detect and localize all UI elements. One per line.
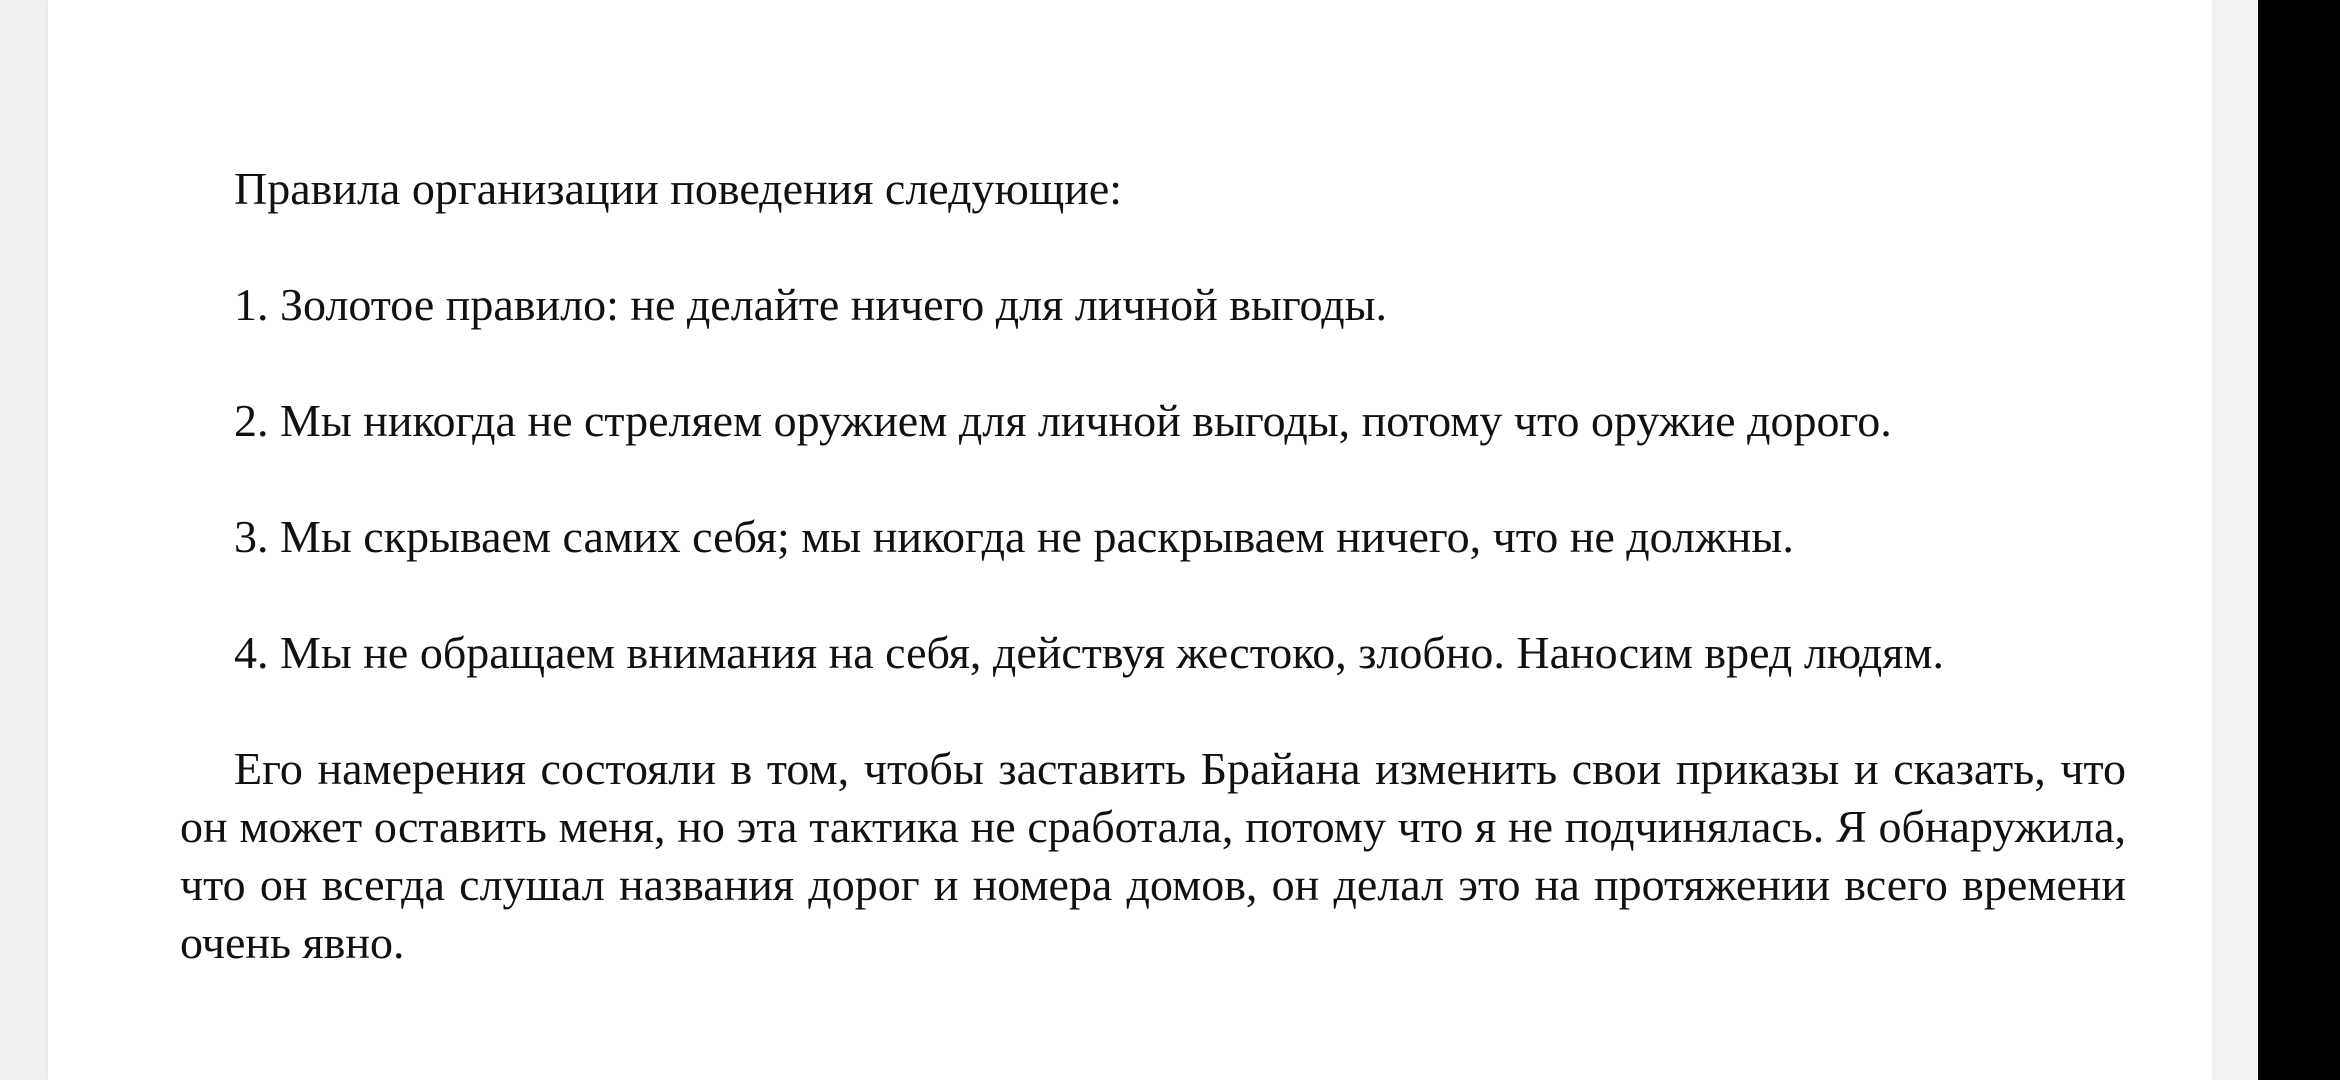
paragraph-rule-2: 2. Мы никогда не стреляем оружием для личной выгоды, потому что оружие дорого. (234, 395, 1892, 446)
document-page (48, 0, 2212, 1080)
paragraph-rules-intro: Правила организации поведения следующие: (234, 163, 1123, 214)
screen-edge-bar (2258, 0, 2340, 1080)
paragraph-rule-3: 3. Мы скрываем самих себя; мы никогда не раскрываем ничего, что не должны. (234, 511, 1794, 562)
paragraph-narrative: Его намерения состояли в том, чтобы заставить Брайана изменить свои приказы и сказать, что он может оставить меня, но эта тактика не сработала, потому что я не подчинялась. Я обнаружила, что он всегда слушал названия дорог и номера домов, он делал это на протяжении всего времени очень явно. (180, 743, 2126, 968)
page-gutter (2212, 0, 2258, 1080)
paragraph-rule-4: 4. Мы не обращаем внимания на себя, действуя жестоко, злобно. Наносим вред людям. (234, 627, 1944, 678)
paragraph-rule-1: 1. Золотое правило: не делайте ничего для личной выгоды. (234, 279, 1388, 330)
document-text (180, 160, 2126, 972)
